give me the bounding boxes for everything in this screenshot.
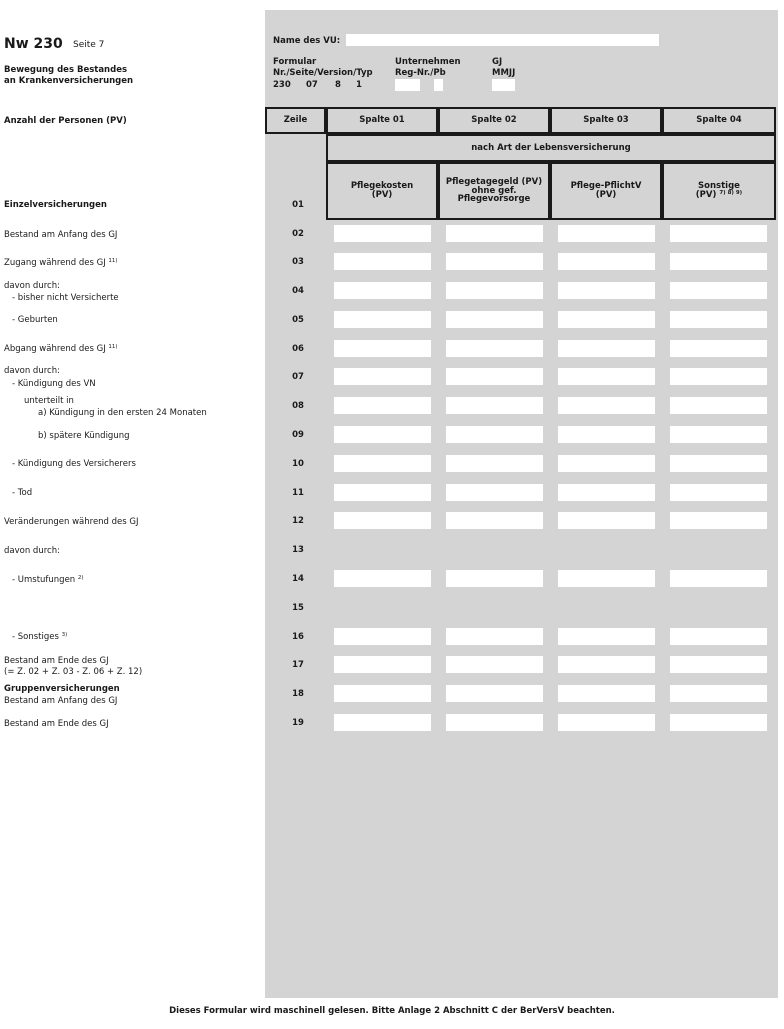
label-unterteilt-in: unterteilt in xyxy=(24,396,74,406)
label-bestand-ende: Bestand am Ende des GJ xyxy=(4,656,109,666)
row-number-03: 03 xyxy=(292,257,304,267)
row-number-09: 09 xyxy=(292,430,304,440)
row-number-18: 18 xyxy=(292,689,304,699)
label-geburten: - Geburten xyxy=(12,315,58,325)
label-gruppen-bestand-anfang: Bestand am Anfang des GJ xyxy=(4,696,118,706)
input-cell-z17-s01[interactable] xyxy=(334,656,431,673)
input-cell-z19-s04[interactable] xyxy=(670,714,767,731)
label-kuendigung-24-monate: a) Kündigung in den ersten 24 Monaten xyxy=(38,408,207,418)
formular-seite: 07 xyxy=(306,80,318,90)
label-bisher-nicht-versicherte: - bisher nicht Versicherte xyxy=(12,293,119,303)
row-number-17: 17 xyxy=(292,660,304,670)
input-cell-z09-s02[interactable] xyxy=(446,426,543,443)
label-bestand-anfang: Bestand am Anfang des GJ xyxy=(4,230,118,240)
persons-label: Anzahl der Personen (PV) xyxy=(4,116,127,126)
input-cell-z10-s03[interactable] xyxy=(558,455,655,472)
input-cell-z07-s03[interactable] xyxy=(558,368,655,385)
row-number-15: 15 xyxy=(292,603,304,613)
row-number-01: 01 xyxy=(292,200,304,210)
label-umstufungen: - Umstufungen $^{2)}$ xyxy=(12,575,84,585)
input-cell-z02-s02[interactable] xyxy=(446,225,543,242)
input-cell-z03-s04[interactable] xyxy=(670,253,767,270)
input-cell-z03-s03[interactable] xyxy=(558,253,655,270)
label-spaetere-kuendigung: b) spätere Kündigung xyxy=(38,431,130,441)
pb-field[interactable] xyxy=(434,79,443,91)
label-tod: - Tod xyxy=(12,488,33,498)
col-header-sonstige: Sonstige (PV) $^{7) 8) 9)}$ xyxy=(662,162,776,220)
input-cell-z19-s03[interactable] xyxy=(558,714,655,731)
input-cell-z16-s03[interactable] xyxy=(558,628,655,645)
input-cell-z10-s02[interactable] xyxy=(446,455,543,472)
input-cell-z12-s02[interactable] xyxy=(446,512,543,529)
input-cell-z04-s03[interactable] xyxy=(558,282,655,299)
input-cell-z05-s01[interactable] xyxy=(334,311,431,328)
input-cell-z02-s04[interactable] xyxy=(670,225,767,242)
row-number-05: 05 xyxy=(292,315,304,325)
input-cell-z11-s01[interactable] xyxy=(334,484,431,501)
zeile-header: Zeile xyxy=(265,107,326,134)
label-abgang: Abgang während des GJ $^{11)}$ xyxy=(4,344,118,354)
input-cell-z19-s01[interactable] xyxy=(334,714,431,731)
input-cell-z08-s02[interactable] xyxy=(446,397,543,414)
input-cell-z08-s01[interactable] xyxy=(334,397,431,414)
col-header-pflege-pflichtv: Pflege-PflichtV (PV) xyxy=(550,162,662,220)
input-cell-z16-s02[interactable] xyxy=(446,628,543,645)
reg-nr-field[interactable] xyxy=(395,79,420,91)
spalte-02-header: Spalte 02 xyxy=(438,107,550,134)
unternehmen-label: Unternehmen xyxy=(395,57,461,67)
input-cell-z06-s03[interactable] xyxy=(558,340,655,357)
input-cell-z18-s04[interactable] xyxy=(670,685,767,702)
form-title-line2: an Krankenversicherungen xyxy=(4,76,134,86)
label-davon-durch-veraenderungen: davon durch: xyxy=(4,546,60,556)
group-header: nach Art der Lebensversicherung xyxy=(326,134,776,162)
label-einzelversicherungen: Einzelversicherungen xyxy=(4,200,107,210)
formular-nr: 230 xyxy=(273,80,291,90)
input-cell-z11-s04[interactable] xyxy=(670,484,767,501)
unternehmen-sub-label: Reg-Nr./Pb xyxy=(395,68,446,78)
page-number: Seite 7 xyxy=(73,40,105,50)
formular-sub-label: Nr./Seite/Version/Typ xyxy=(273,68,373,78)
label-sonstiges: - Sonstiges $^{3)}$ xyxy=(12,632,68,642)
row-number-16: 16 xyxy=(292,632,304,642)
input-cell-z12-s03[interactable] xyxy=(558,512,655,529)
input-cell-z03-s01[interactable] xyxy=(334,253,431,270)
input-cell-z09-s04[interactable] xyxy=(670,426,767,443)
input-cell-z14-s03[interactable] xyxy=(558,570,655,587)
input-cell-z17-s02[interactable] xyxy=(446,656,543,673)
label-gruppen-bestand-ende: Bestand am Ende des GJ xyxy=(4,719,109,729)
input-cell-z17-s04[interactable] xyxy=(670,656,767,673)
label-davon-durch-zugang: davon durch: xyxy=(4,281,60,291)
input-cell-z07-s04[interactable] xyxy=(670,368,767,385)
input-cell-z09-s01[interactable] xyxy=(334,426,431,443)
label-gruppenversicherungen: Gruppenversicherungen xyxy=(4,684,120,694)
row-number-12: 12 xyxy=(292,516,304,526)
formular-version: 8 xyxy=(335,80,341,90)
input-cell-z03-s02[interactable] xyxy=(446,253,543,270)
label-bestand-ende-formel: (= Z. 02 + Z. 03 - Z. 06 + Z. 12) xyxy=(4,667,143,677)
input-cell-z02-s03[interactable] xyxy=(558,225,655,242)
input-cell-z10-s01[interactable] xyxy=(334,455,431,472)
label-kuendigung-vn: - Kündigung des VN xyxy=(12,379,96,389)
input-cell-z04-s01[interactable] xyxy=(334,282,431,299)
input-cell-z04-s04[interactable] xyxy=(670,282,767,299)
input-cell-z14-s02[interactable] xyxy=(446,570,543,587)
input-cell-z06-s02[interactable] xyxy=(446,340,543,357)
input-cell-z16-s04[interactable] xyxy=(670,628,767,645)
input-cell-z17-s03[interactable] xyxy=(558,656,655,673)
input-cell-z08-s04[interactable] xyxy=(670,397,767,414)
input-cell-z08-s03[interactable] xyxy=(558,397,655,414)
input-cell-z06-s01[interactable] xyxy=(334,340,431,357)
formular-label: Formular xyxy=(273,57,317,67)
name-label: Name des VU: xyxy=(273,36,341,46)
form-title-line1: Bewegung des Bestandes xyxy=(4,65,128,75)
label-davon-durch-abgang: davon durch: xyxy=(4,366,60,376)
input-cell-z07-s01[interactable] xyxy=(334,368,431,385)
row-number-14: 14 xyxy=(292,574,304,584)
row-number-19: 19 xyxy=(292,718,304,728)
input-cell-z02-s01[interactable] xyxy=(334,225,431,242)
spalte-01-header: Spalte 01 xyxy=(326,107,438,134)
gj-sub-label: MMJJ xyxy=(492,68,516,78)
label-veraenderungen: Veränderungen während des GJ xyxy=(4,517,139,527)
footer-note: Dieses Formular wird maschinell gelesen. Bitte Anlage 2 Abschnitt C der BerVersV beachten. xyxy=(169,1006,615,1016)
input-cell-z05-s04[interactable] xyxy=(670,311,767,328)
input-cell-z14-s01[interactable] xyxy=(334,570,431,587)
input-cell-z16-s01[interactable] xyxy=(334,628,431,645)
input-cell-z18-s03[interactable] xyxy=(558,685,655,702)
input-cell-z06-s04[interactable] xyxy=(670,340,767,357)
row-number-02: 02 xyxy=(292,229,304,239)
label-kuendigung-versicherer: - Kündigung des Versicherers xyxy=(12,459,136,469)
row-number-11: 11 xyxy=(292,488,304,498)
row-number-04: 04 xyxy=(292,286,304,296)
row-number-08: 08 xyxy=(292,401,304,411)
input-cell-z12-s04[interactable] xyxy=(670,512,767,529)
label-zugang: Zugang während des GJ $^{11)}$ xyxy=(4,258,118,268)
gj-label: GJ xyxy=(492,57,503,67)
input-cell-z09-s03[interactable] xyxy=(558,426,655,443)
row-number-06: 06 xyxy=(292,344,304,354)
col-header-pflegetagegeld: Pflegetagegeld (PV) ohne gef. Pflegevorsorge xyxy=(438,162,550,220)
spalte-03-header: Spalte 03 xyxy=(550,107,662,134)
row-number-13: 13 xyxy=(292,545,304,555)
input-cell-z11-s03[interactable] xyxy=(558,484,655,501)
gj-field[interactable] xyxy=(492,79,515,91)
input-cell-z11-s02[interactable] xyxy=(446,484,543,501)
formular-typ: 1 xyxy=(356,80,362,90)
input-cell-z18-s02[interactable] xyxy=(446,685,543,702)
input-cell-z04-s02[interactable] xyxy=(446,282,543,299)
input-cell-z19-s02[interactable] xyxy=(446,714,543,731)
input-cell-z18-s01[interactable] xyxy=(334,685,431,702)
input-cell-z05-s03[interactable] xyxy=(558,311,655,328)
col-header-pflegekosten: Pflegekosten (PV) xyxy=(326,162,438,220)
input-cell-z05-s02[interactable] xyxy=(446,311,543,328)
row-number-10: 10 xyxy=(292,459,304,469)
form-id: Nw 230 xyxy=(4,36,63,52)
input-cell-z10-s04[interactable] xyxy=(670,455,767,472)
input-cell-z12-s01[interactable] xyxy=(334,512,431,529)
spalte-04-header: Spalte 04 xyxy=(662,107,776,134)
name-field[interactable] xyxy=(346,34,659,46)
row-number-07: 07 xyxy=(292,372,304,382)
input-cell-z14-s04[interactable] xyxy=(670,570,767,587)
input-cell-z07-s02[interactable] xyxy=(446,368,543,385)
